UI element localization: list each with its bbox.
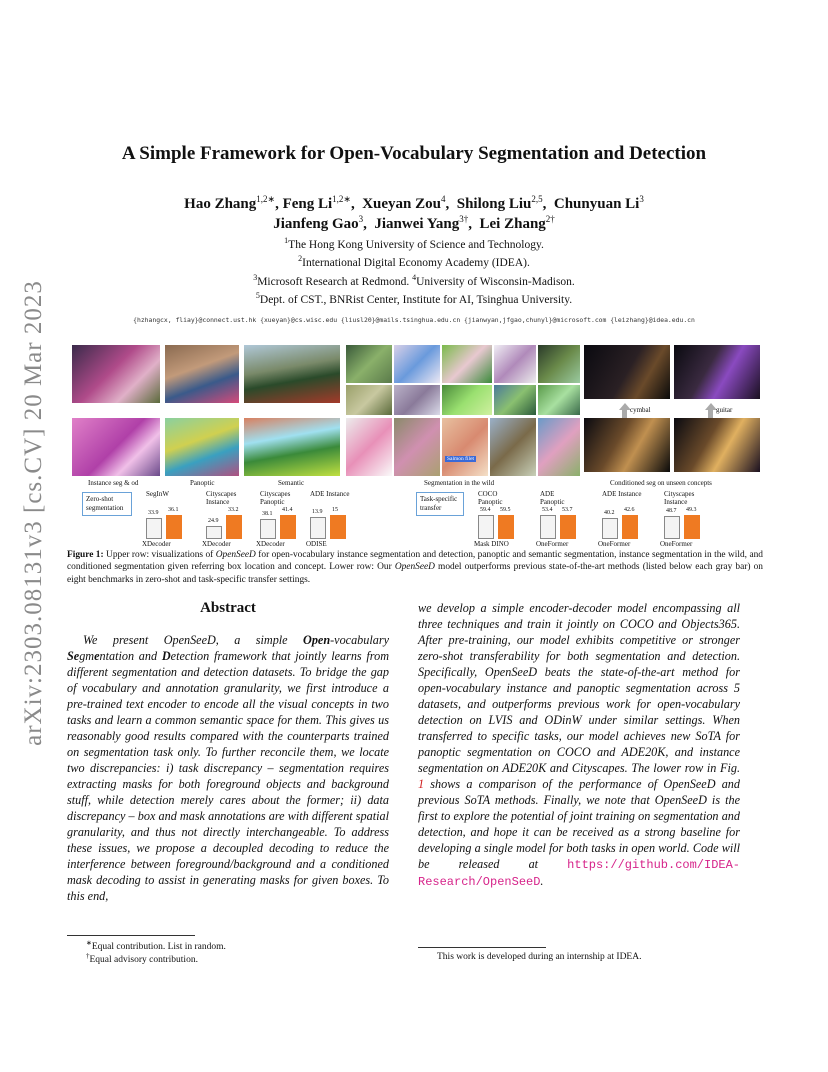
benchmark-name: Cityscapes Panoptic (260, 490, 291, 506)
conditioned-image-cymbal-1 (584, 345, 670, 399)
panoptic-seg-image-2 (165, 418, 239, 476)
wild-box-label: Salmon filet (447, 456, 475, 462)
abstract-right-column: we develop a simple encoder-decoder model encompassing all three techniques and train it jointly on COCO and Objects365. After pre-training, our model exhibits competitive or stronger zero-shot transferability for both segmentation and detection. Specifically, OpenSeeD beats the state-of-the-art method for open-vocabulary instance and panoptic segmentation across 5 datasets, and outperforms previous work for open-vocabulary detection on LVIS and ODinW under similar settings. When transferred to specific tasks, our model achieves new SoTA for panoptic segmentation on COCO and ADE20K, and instance segmentation on ADE20K and Cityscapes. The lower row in Fig. 1 shows a comparison of the performance of OpenSeeD and previous SoTA methods. Finally, we note that OpenSeeD is the first to explore the potential of joint training on segmentation and detection, and hope it can be received as a strong baseline for developing a single model for both tasks in open world. Code will be released at https://github.com/IDEA-Research/OpenSeeD. (418, 601, 740, 889)
method-name: OneFormer (598, 540, 631, 548)
abstract-heading: Abstract (200, 600, 256, 616)
author: Jianwei Yang (374, 216, 460, 232)
author: Xueyan Zou (362, 196, 441, 212)
wild-image-6 (346, 385, 392, 415)
wild-image-11 (346, 418, 392, 476)
arrow-up-icon-stem (622, 410, 627, 418)
bar-value-label: 53.7 (562, 507, 573, 513)
bar-value-label: 41.4 (282, 507, 293, 513)
abstract-left-column: We present OpenSeeD, a simple Open-vocabulary Segmentation and Detection framework that jointly learns from different segmentation and detection datasets. To bridge the gap of vocabulary and annotation granularity, we first introduce a pre-trained text encoder to encode all the visual concepts in two tasks and learn a common semantic space for them. This gives us reasonably good results compared with the counterparts trained on segmentation task only. To further reconcile them, we locate two discrepancies: i) task discrepancy – segmentation requires extracting masks for both foreground objects and background stuff, while detection merely cares about the former; ii) data discrepancy – box and mask annotations are with different spatial granularity, and thus not directly interchangeable. To address these issues, we propose a decoupled decoding to reduce the interference between foreground/background and a conditioned mask decoding to assist in generating masks for given boxes. To this end, (67, 633, 389, 903)
bar-openseed (498, 515, 514, 539)
author: Feng Li (282, 196, 333, 212)
bar-value-label: 38.1 (262, 510, 273, 517)
bar-value-label: 53.4 (542, 507, 553, 514)
group-label-conditioned: Conditioned seg on unseen concepts (610, 479, 712, 487)
conditioned-image-cymbal-2 (584, 418, 670, 472)
bar-previous-sota (260, 519, 276, 539)
bar-value-label: 49.3 (686, 507, 697, 513)
author: Jianfeng Gao (273, 216, 359, 232)
bar-openseed (684, 515, 700, 539)
author: Lei Zhang (479, 216, 546, 232)
bar-previous-sota (206, 526, 222, 539)
instance-seg-image (72, 345, 160, 403)
wild-image-5 (538, 345, 580, 383)
wild-image-7 (394, 385, 440, 415)
benchmark-name: SegInW (146, 490, 169, 498)
instance-seg-image-2 (72, 418, 160, 476)
bar-value-label: 33.2 (228, 507, 239, 513)
group-label-semantic: Semantic (278, 479, 305, 487)
method-name: OneFormer (536, 540, 569, 548)
wild-image-13 (442, 418, 488, 476)
footnote-internship: This work is developed during an internship at IDEA. (437, 952, 642, 962)
bar-value-label: 15 (332, 507, 338, 513)
arrow-up-icon-stem (708, 410, 713, 418)
method-name: OneFormer (660, 540, 693, 548)
benchmark-name: ADE Instance (310, 490, 350, 498)
bar-openseed (166, 515, 182, 539)
bar-value-label: 13.9 (312, 509, 323, 516)
arxiv-sidebar-id: arXiv:2303.08131v3 [cs.CV] 20 Mar 2023 (20, 280, 47, 746)
bar-value-label: 48.7 (666, 507, 677, 514)
benchmark-name: COCO Panoptic (478, 490, 503, 506)
affiliation-2: $^2$International Digital Economy Academy (IDEA). (298, 254, 530, 269)
wild-image-14 (490, 418, 536, 476)
concept-label-guitar: guitar (716, 406, 733, 414)
semantic-seg-image-2 (244, 418, 340, 476)
wild-image-3 (442, 345, 492, 383)
authors-line-2: Jianfeng Gao$^3$, Jianwei Yang$^{3\dagger}$, Lei Zhang$^{2\dagger}$ (273, 214, 555, 232)
bar-previous-sota (478, 515, 494, 539)
wild-image-1 (346, 345, 392, 383)
method-name: XDecoder (202, 540, 231, 548)
method-name: ODISE (306, 540, 327, 548)
footnote-rule-left (67, 935, 195, 936)
method-name: XDecoder (142, 540, 171, 548)
benchmark-name: ADE Panoptic (540, 490, 565, 506)
bar-openseed (622, 515, 638, 539)
bar-value-label: 59.5 (500, 507, 511, 513)
panoptic-seg-image (165, 345, 239, 403)
author-emails: {hzhangcx, fliay}@connect.ust.hk {xueyan}@cs.wisc.edu {liusl20}@mails.tsinghua.edu.cn {jianwyan,jfgao,chunyl}@microsoft.com {leizhang}@idea.edu.cn (133, 316, 695, 324)
bar-value-label: 36.1 (168, 507, 179, 513)
method-name: XDecoder (256, 540, 285, 548)
benchmark-name: ADE Instance (602, 490, 642, 498)
bar-previous-sota (540, 515, 556, 539)
author: Hao Zhang (184, 196, 257, 212)
wild-image-10 (538, 385, 580, 415)
semantic-seg-image (244, 345, 340, 403)
benchmark-name: Cityscapes Instance (664, 490, 695, 506)
affiliation-5: $^5$Dept. of CST., BNRist Center, Institute for AI, Tsinghua University. (255, 291, 573, 306)
figure-caption: Figure 1: Upper row: visualizations of OpenSeeD for open-vocabulary instance segmentation and detection, panoptic and semantic segmentation, instance segmentation in the wild, and conditioned segmentation given referring box location and concept. Lower row: Our OpenSeeD model outperforms previous state-of-the-art methods (listed below each gray bar) on eight benchmarks in zero-shot and task-specific transfer settings. (67, 550, 763, 585)
concept-label-cymbal: cymbal (630, 406, 651, 414)
wild-image-2 (394, 345, 440, 383)
conditioned-image-guitar-2 (674, 418, 760, 472)
bar-openseed (560, 515, 576, 539)
group-label-panoptic: Panoptic (190, 479, 215, 487)
bar-value-label: 40.2 (604, 509, 615, 516)
bar-previous-sota (664, 516, 680, 539)
group-label-instance: Instance seg & od (88, 479, 139, 487)
bar-value-label: 33.9 (148, 509, 159, 516)
bar-previous-sota (602, 518, 618, 539)
bar-previous-sota (310, 517, 326, 539)
bar-openseed (330, 515, 346, 539)
wild-image-8 (442, 385, 492, 415)
wild-image-4 (494, 345, 536, 383)
figure-label: Figure 1: (67, 550, 104, 560)
task-transfer-label: Task-specific transfer (416, 492, 464, 516)
wild-image-12 (394, 418, 440, 476)
wild-image-9 (494, 385, 536, 415)
figure-reference-link[interactable]: 1 (418, 777, 425, 791)
group-label-wild: Segmentation in the wild (424, 479, 495, 487)
bar-openseed (280, 515, 296, 539)
method-name: Mask DINO (474, 540, 509, 548)
zero-shot-label: Zero-shot segmentation (82, 492, 132, 516)
author: Shilong Liu (456, 196, 532, 212)
bar-value-label: 59.4 (480, 507, 491, 514)
footnote-equal-advisory: †Equal advisory contribution. (86, 952, 198, 966)
bar-previous-sota (146, 518, 162, 539)
benchmark-name: Cityscapes Instance (206, 490, 237, 506)
authors-line-1: Hao Zhang$^{1,2∗}$, Feng $Li^{1,2∗}$, Xueyan Zou$^4$, Shilong Liu$^{2,5}$, Chunyuan Li$^3$ (184, 194, 644, 212)
conditioned-image-guitar-1 (674, 345, 760, 399)
bar-value-label: 24.9 (208, 517, 219, 524)
code-url-link[interactable]: https://github.com/IDEA-Research/OpenSeeD (418, 858, 740, 889)
affiliation-3-4: $^3$Microsoft Research at Redmond. $^4$University of Wisconsin-Madison. (253, 273, 575, 288)
footnote-rule-right (418, 947, 546, 948)
bar-openseed (226, 515, 242, 539)
wild-image-15 (538, 418, 580, 476)
paper-title: A Simple Framework for Open-Vocabulary Segmentation and Detection (121, 143, 707, 164)
affiliation-1: $^1$The Hong Kong University of Science and Technology. (284, 236, 544, 251)
footnote-equal-contribution: ∗Equal contribution. List in random. (86, 939, 226, 953)
bar-value-label: 42.6 (624, 507, 635, 513)
author: Chunyuan Li (553, 196, 640, 212)
